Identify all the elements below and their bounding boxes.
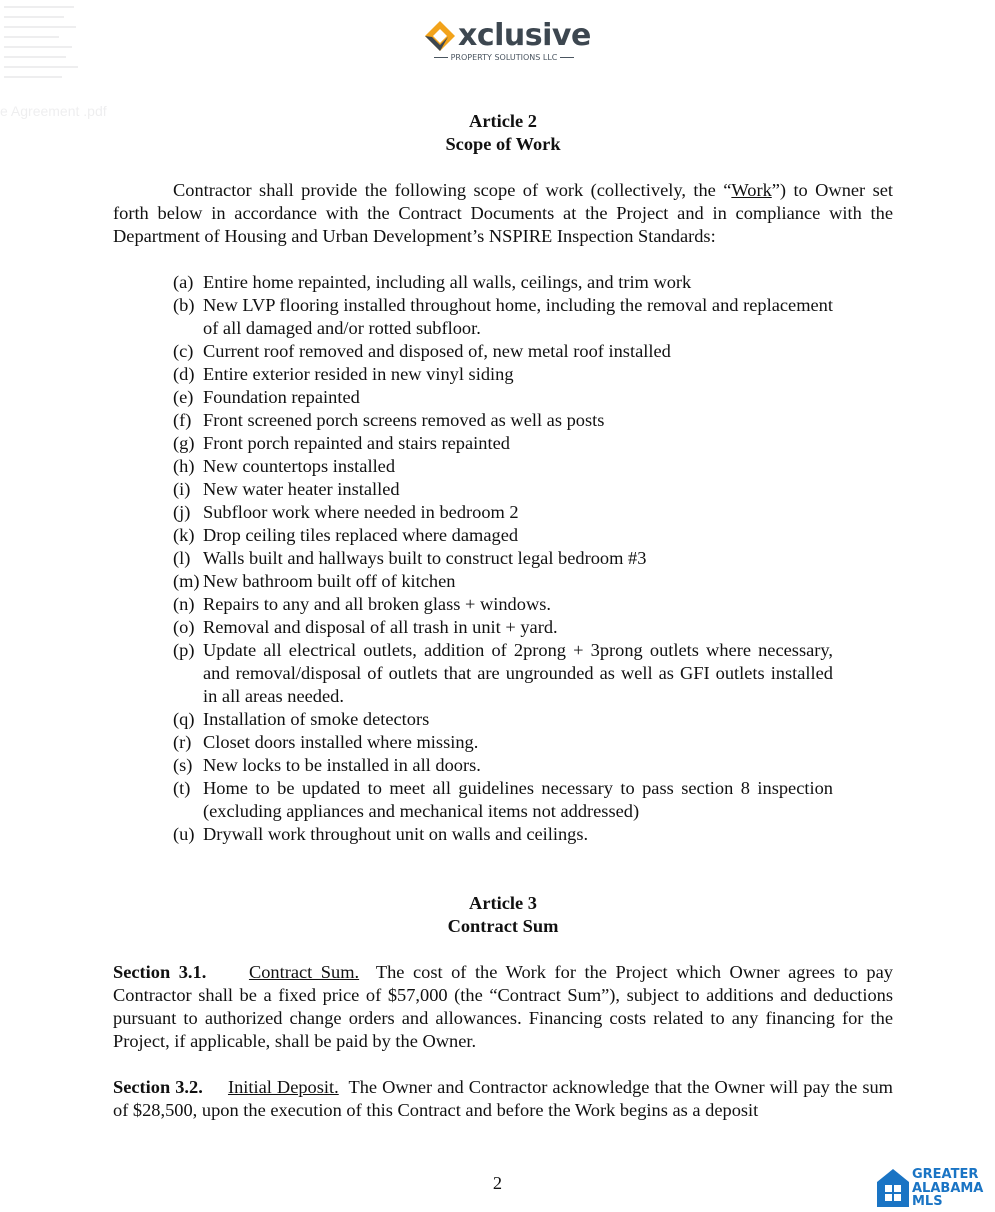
scope-item: [173, 708, 833, 731]
scope-item: [173, 823, 833, 846]
house-icon: [876, 1168, 910, 1208]
scope-item: [173, 409, 833, 432]
scope-item-label: (u): [173, 824, 195, 844]
document-page: [113, 110, 893, 1122]
scope-item: [173, 294, 833, 340]
scope-item-label: (o): [173, 617, 195, 637]
scope-item: [173, 731, 833, 754]
scope-item-text: Update all electrical outlets, addition of 2prong + 3prong outlets where necessary, and removal/disposal of outlets that are ungrounded as well as GFI outlets installed in all areas needed.: [203, 640, 833, 706]
scope-item: [173, 478, 833, 501]
scope-item-label: (i): [173, 479, 191, 499]
scope-item: [173, 340, 833, 363]
company-logo: [424, 18, 591, 68]
scope-item: [173, 547, 833, 570]
scope-item-label: (p): [173, 640, 195, 660]
section-3-1: Section 3.1. Contract Sum. The cost of the Work for the Project which Owner agrees to pay Contractor shall be a fixed price of $57,000 (the “Contract Sum”), subject to additions and deductions pursuant to authorized change orders and allowances. Financing costs related to any financing for the Project, if applicable, shall be paid by the Owner.: [113, 962, 893, 1051]
scope-item-text: New water heater installed: [203, 479, 400, 499]
scope-item-text: Current roof removed and disposed of, new metal roof installed: [203, 341, 671, 361]
scope-item-label: (q): [173, 709, 195, 729]
scope-item-text: Entire home repainted, including all walls, ceilings, and trim work: [203, 272, 692, 292]
scope-item-label: (h): [173, 456, 195, 476]
scope-item: [173, 271, 833, 294]
scope-item-label: (n): [173, 594, 195, 614]
scope-item-text: Closet doors installed where missing.: [203, 732, 479, 752]
scope-item-text: New bathroom built off of kitchen: [203, 571, 456, 591]
scope-item-text: New countertops installed: [203, 456, 396, 476]
scope-item-text: Home to be updated to meet all guidelines necessary to pass section 8 inspection (excluding appliances and mechanical items not addressed): [203, 778, 833, 821]
scope-item-label: (b): [173, 295, 195, 315]
scope-item: [173, 386, 833, 409]
ghost-file-label: e Agreement .pdf: [0, 103, 107, 119]
section-3-2: Section 3.2. Initial Deposit. The Owner and Contractor acknowledge that the Owner will pay the sum of $28,500, upon the execution of this Contract and before the Work begins as a deposit: [113, 1077, 893, 1120]
logo-diamond-icon: [424, 20, 456, 52]
scope-item-text: Repairs to any and all broken glass + windows.: [203, 594, 551, 614]
scope-item-label: (m): [173, 571, 200, 591]
scope-item-label: (f): [173, 410, 192, 430]
mls-wordmark: GREATER ALABAMA MLS: [912, 1167, 984, 1209]
scope-item-label: (j): [173, 502, 191, 522]
article-2-title: Scope of Work: [445, 134, 561, 154]
scope-item: [173, 524, 833, 547]
scope-item: [173, 501, 833, 524]
scope-item-label: (k): [173, 525, 195, 545]
scope-item-text: Front porch repainted and stairs repainted: [203, 433, 510, 453]
scope-item-text: Entire exterior resided in new vinyl siding: [203, 364, 514, 384]
scope-item-label: (g): [173, 433, 195, 453]
scope-item-label: (c): [173, 341, 194, 361]
scope-item-text: New locks to be installed in all doors.: [203, 755, 481, 775]
scope-item-label: (e): [173, 387, 194, 407]
scope-item: [173, 777, 833, 823]
scope-item-text: Subfloor work where needed in bedroom 2: [203, 502, 519, 522]
article-2-intro: Contractor shall provide the following scope of work (collectively, the “Work”) to Owner set forth below in accordance with the Contract Documents at the Project and in compliance with the Department of Housing and Urban Development’s NSPIRE Inspection Standards:: [113, 180, 893, 246]
scope-item-label: (t): [173, 778, 191, 798]
scope-of-work-list: [173, 271, 833, 846]
scope-item-label: (s): [173, 755, 193, 775]
scope-item-text: Installation of smoke detectors: [203, 709, 430, 729]
scope-item-label: (a): [173, 272, 194, 292]
scope-item: [173, 570, 833, 593]
page-number: 2: [492, 1173, 503, 1193]
scope-item: [173, 432, 833, 455]
scope-item: [173, 363, 833, 386]
article-3-number: Article 3: [469, 893, 537, 913]
scope-item-text: Foundation repainted: [203, 387, 360, 407]
scope-item-text: Walls built and hallways built to construct legal bedroom #3: [203, 548, 647, 568]
scope-item: [173, 455, 833, 478]
logo-subtitle: PROPERTY SOLUTIONS LLC: [428, 52, 580, 64]
scope-item-text: Removal and disposal of all trash in unit + yard.: [203, 617, 558, 637]
mls-watermark-logo: [876, 1166, 995, 1212]
scope-item: [173, 616, 833, 639]
article-2-number: Article 2: [469, 111, 537, 131]
scope-item-label: (d): [173, 364, 195, 384]
scope-item-label: (r): [173, 732, 192, 752]
scope-item-label: (l): [173, 548, 191, 568]
article-3-title: Contract Sum: [447, 916, 559, 936]
scope-item-text: Front screened porch screens removed as well as posts: [203, 410, 605, 430]
defined-term-work: Work: [731, 180, 772, 200]
scope-item-text: Drop ceiling tiles replaced where damaged: [203, 525, 519, 545]
scope-item: [173, 754, 833, 777]
scope-item: [173, 593, 833, 616]
logo-wordmark: xclusive: [458, 18, 591, 53]
scope-item-text: New LVP flooring installed throughout home, including the removal and replacement of all damaged and/or rotted subfloor.: [203, 295, 833, 338]
scope-item-text: Drywall work throughout unit on walls and ceilings.: [203, 824, 589, 844]
scope-item: [173, 639, 833, 708]
